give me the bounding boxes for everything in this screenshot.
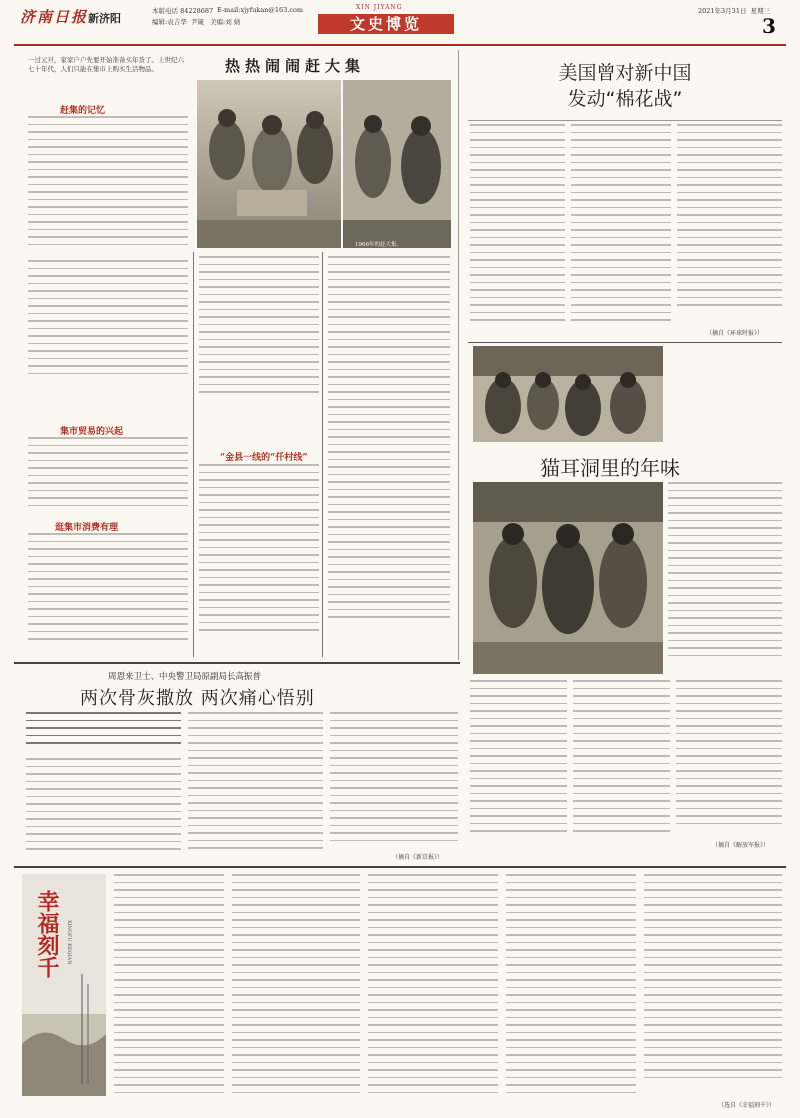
proofreader: 尹箴 <box>190 18 204 26</box>
book-title-pinyin: XINGFU KEQIAN <box>66 920 72 965</box>
article4-lead-text <box>26 712 181 754</box>
article4-title: 两次骨灰撒放 两次痛心悟别 <box>80 688 315 709</box>
article1-title: 热热闹闹赶大集 <box>225 57 366 75</box>
article1-col1c-text <box>28 437 188 517</box>
market-photo-2 <box>343 80 451 248</box>
subhead-1: 赶集的记忆 <box>60 106 106 116</box>
article2-col1-text <box>470 124 565 339</box>
market-photo <box>197 80 341 248</box>
col-divider-2 <box>322 252 323 657</box>
article2-col3-text <box>677 124 782 324</box>
soldiers-photo-2 <box>473 482 663 674</box>
article2-source: （摘自《环球时报》） <box>706 330 764 337</box>
staff-line <box>152 17 240 26</box>
article1-col1d-text <box>28 533 188 655</box>
article2-col2-text <box>571 124 671 339</box>
page-number: 3 <box>762 14 776 38</box>
section-title: 文史博览 <box>349 15 422 33</box>
article2-title: 美国曾对新中国 发动“棉花战” <box>558 62 692 110</box>
date: 2021年3月31日 <box>698 7 747 15</box>
article3-col2-text <box>573 680 670 850</box>
article3-col3-text <box>676 680 782 838</box>
article5-col1-text <box>114 874 224 1104</box>
col-divider-1 <box>193 252 194 657</box>
article4-source: （摘自《新京报》） <box>392 854 444 861</box>
paper-name: 济南日报 <box>20 8 89 26</box>
article2-title-rule <box>468 120 782 121</box>
article5-col4-text <box>506 874 636 1104</box>
article5-top-rule <box>14 866 786 868</box>
article3-source: （摘自《解放军报》） <box>712 842 770 849</box>
soldiers-photo <box>473 346 663 442</box>
photo-caption: 1966年的赶大集。 <box>355 242 402 248</box>
article1-col3-text <box>328 256 450 654</box>
article3-title: 猫耳洞里的年味 <box>540 456 680 480</box>
section-banner <box>318 14 454 34</box>
editor: 编辑:袁吉华 <box>152 18 187 26</box>
article4-top-rule <box>14 662 460 664</box>
article1-col1-text <box>28 116 188 256</box>
book-title: 幸福刻千 <box>34 890 60 978</box>
article3-col1-text <box>470 680 567 850</box>
article4-col3-text <box>330 712 458 850</box>
article2-bottom-rule <box>468 342 782 343</box>
phone-line: 本版电话 84228687 <box>152 7 214 15</box>
article1-col2-text <box>199 256 319 411</box>
subhead-4: “金县一线的“仟村线” <box>220 453 308 463</box>
article5-col2-text <box>232 874 360 1104</box>
masthead-rule <box>14 44 786 46</box>
subhead-3: 逛集市消费有理 <box>55 523 119 533</box>
article4-col1-text <box>26 758 181 860</box>
article5-col5-text <box>644 874 782 1092</box>
date-line <box>698 6 770 15</box>
subhead-2: 集市贸易的兴起 <box>60 427 124 437</box>
email-line: E-mail:xjyfukan@163.com <box>217 6 304 14</box>
main-column-divider <box>458 50 459 660</box>
weekday: 星期三 <box>750 7 771 15</box>
article1-intro: 一过元旦，家家户户先要开始准备买年货了。上世纪六七十年代，人们只能在集市上购买生活物品。 <box>28 56 184 73</box>
article4-col2-text <box>188 712 323 860</box>
article1-col2b-text <box>199 464 319 654</box>
section-pinyin: XIN JIYANG <box>356 4 403 11</box>
designer: 美编:刘 婧 <box>210 18 241 26</box>
article1-col1b-text <box>28 260 188 380</box>
article5-col3-text <box>368 874 498 1104</box>
edition-name: 新济阳 <box>88 12 121 25</box>
masthead <box>0 0 800 44</box>
article4-kicker: 周恩来卫士、中央警卫局原副局长高振普 <box>108 672 262 682</box>
article3-col-right-text <box>668 482 782 674</box>
article5-source: （选自《幸福刻千》） <box>718 1102 776 1109</box>
